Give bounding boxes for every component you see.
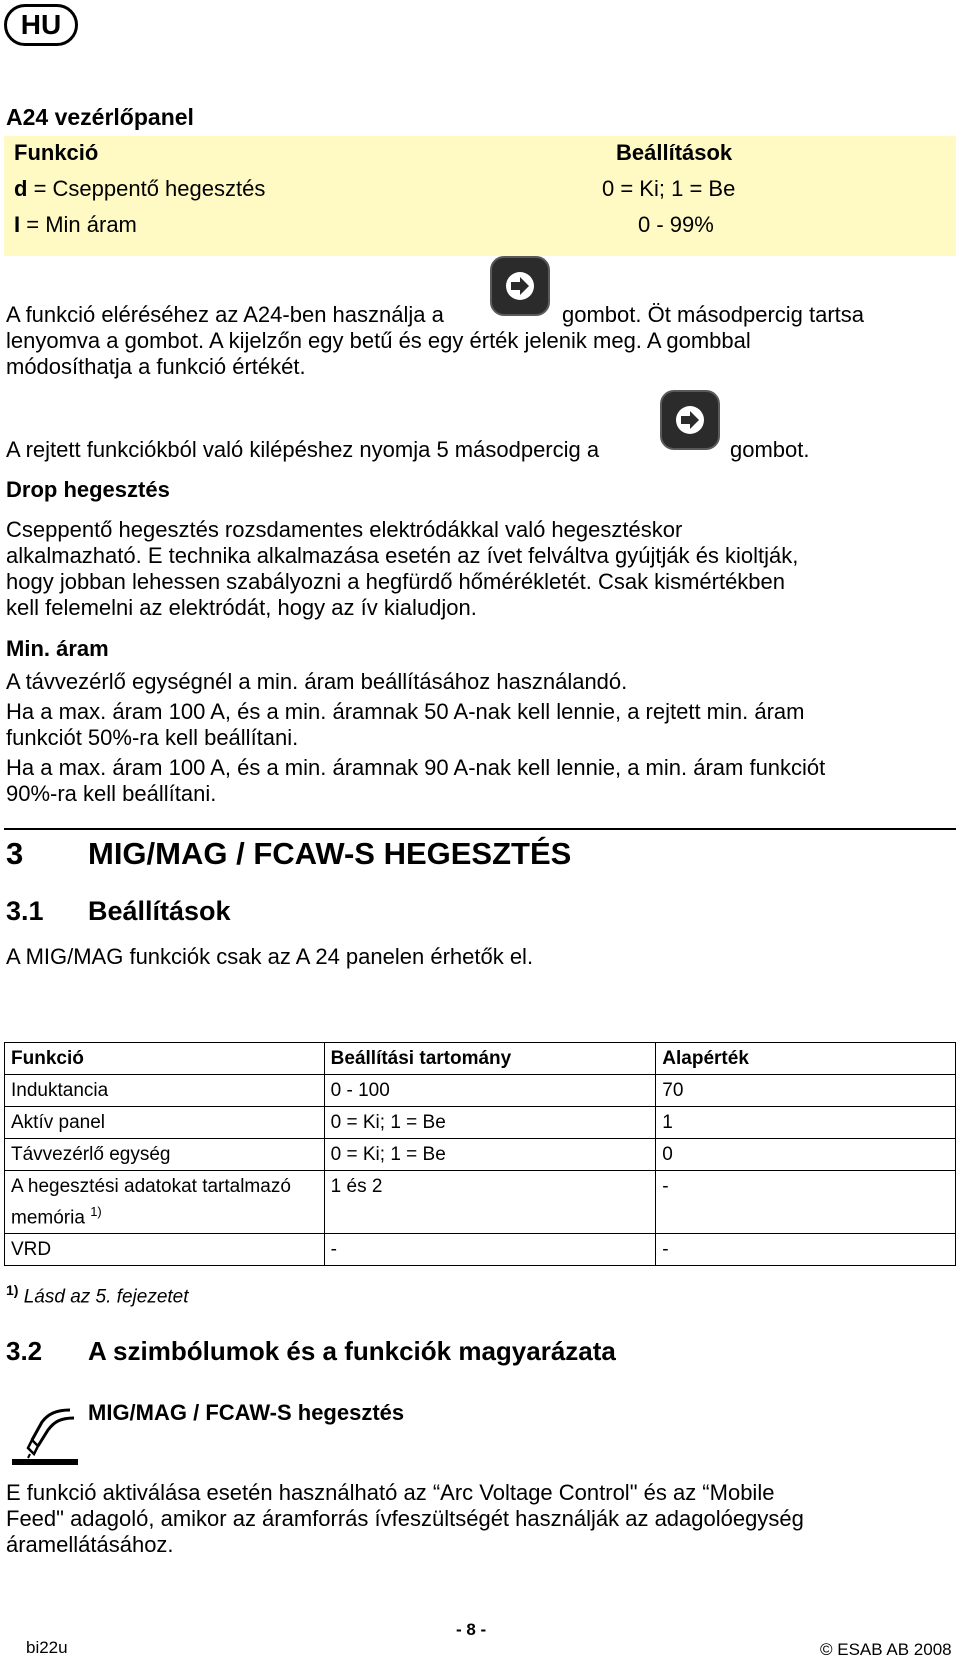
access-instruction-line3: módosíthatja a funkció értékét. — [6, 354, 306, 379]
min-current-text-line5: 90%-ra kell beállítani. — [6, 781, 217, 806]
table-cell: Aktív panel — [5, 1107, 325, 1139]
settings-row-min-current: I = Min áram — [14, 212, 137, 237]
drop-text-line3: hogy jobban lehessen szabályozni a hegfürdő hőmérékletét. Csak kismértékben — [6, 569, 786, 594]
section-divider — [4, 828, 956, 830]
table-header-range: Beállítási tartomány — [324, 1043, 656, 1075]
table-cell: 0 = Ki; 1 = Be — [324, 1107, 656, 1139]
table-header-row — [5, 1043, 956, 1075]
table-cell: Induktancia — [5, 1075, 325, 1107]
table-row — [5, 1075, 956, 1107]
settings-header-function: Funkció — [14, 140, 99, 165]
page-number: - 8 - — [456, 1620, 487, 1639]
table-cell: 1 és 2 — [324, 1171, 656, 1234]
section32-number: 3.2 — [6, 1336, 43, 1366]
mig-torch-icon — [8, 1404, 80, 1468]
min-current-text-line4: Ha a max. áram 100 A, és a min. áramnak 90 A-nak kell lennie, a min. áram funkciót — [6, 755, 826, 780]
exit-instruction-end: gombot. — [730, 437, 810, 462]
access-instruction-line1-end: gombot. Öt másodpercig tartsa — [562, 302, 865, 327]
section31-number: 3.1 — [6, 896, 44, 926]
table-cell: 1 — [656, 1107, 956, 1139]
exit-instruction: A rejtett funkciókból való kilépéshez nyomja 5 másodpercig a — [6, 437, 600, 462]
table-cell: Távvezérlő egység — [5, 1139, 325, 1171]
mig-text-line2: Feed" adagoló, amikor az áramforrás ívfeszültségét használják az adagolóegység — [6, 1506, 804, 1531]
table-header-default: Alapérték — [656, 1043, 956, 1075]
drop-text-line1: Cseppentő hegesztés rozsdamentes elektródákkal való hegesztéskor — [6, 517, 683, 542]
access-instruction-line1: A funkció eléréséhez az A24-ben használja a — [6, 302, 444, 327]
min-current-text-line2: Ha a max. áram 100 A, és a min. áramnak 50 A-nak kell lennie, a rejtett min. áram — [6, 699, 805, 724]
table-row — [5, 1107, 956, 1139]
arrow-button-icon — [490, 256, 550, 316]
section31-title: Beállítások — [88, 896, 231, 926]
table-cell: 0 = Ki; 1 = Be — [324, 1139, 656, 1171]
section31-text: A MIG/MAG funkciók csak az A 24 panelen érhetők el. — [6, 944, 534, 969]
settings-row-min-current-value: 0 - 99% — [638, 212, 714, 237]
table-cell: 0 - 100 — [324, 1075, 656, 1107]
arrow-button-icon — [660, 390, 720, 450]
table-cell: - — [656, 1171, 956, 1234]
drop-text-line2: alkalmazható. E technika alkalmazása esetén az ívet felváltva gyújtják és kioltják, — [6, 543, 799, 568]
footer-copyright: © ESAB AB 2008 — [820, 1640, 952, 1659]
section3-title: MIG/MAG / FCAW-S HEGESZTÉS — [88, 836, 572, 871]
table-cell: - — [324, 1234, 656, 1266]
table-cell-memory: A hegesztési adatokat tartalmazó memória $^{1)}$ — [5, 1171, 325, 1234]
table-cell: - — [656, 1234, 956, 1266]
section32-title: A szimbólumok és a funkciók magyarázata — [88, 1336, 616, 1366]
mig-text-line3: áramellátásához. — [6, 1532, 174, 1557]
settings-row-drop: d = Cseppentő hegesztés — [14, 176, 266, 201]
drop-heading: Drop hegesztés — [6, 477, 170, 502]
min-current-text-line1: A távvezérlő egységnél a min. áram beállításához használandó. — [6, 669, 628, 694]
table-row — [5, 1171, 956, 1234]
table-header-function: Funkció — [5, 1043, 325, 1075]
table-row — [5, 1234, 956, 1266]
section3-number: 3 — [6, 836, 24, 871]
mig-settings-table — [4, 1042, 956, 1266]
access-instruction-line2: lenyomva a gombot. A kijelzőn egy betű és egy érték jelenik meg. A gombbal — [6, 328, 751, 353]
panel-heading: A24 vezérlőpanel — [6, 104, 194, 130]
settings-header-settings: Beállítások — [616, 140, 733, 165]
drop-text-line4: kell felemelni az elektródát, hogy az ív kialudjon. — [6, 595, 477, 620]
table-footnote: $^{1)}$ Lásd az 5. fejezetet — [6, 1282, 189, 1308]
min-current-text-line3: funkciót 50%-ra kell beállítani. — [6, 725, 299, 750]
mig-text-line1: E funkció aktiválása esetén használható az “Arc Voltage Control" és az “Mobile — [6, 1480, 775, 1505]
footer-doc-code: bi22u — [26, 1638, 68, 1657]
table-cell: 70 — [656, 1075, 956, 1107]
mig-heading: MIG/MAG / FCAW-S hegesztés — [88, 1400, 405, 1425]
table-cell: 0 — [656, 1139, 956, 1171]
settings-row-drop-value: 0 = Ki; 1 = Be — [602, 176, 736, 201]
min-current-heading: Min. áram — [6, 636, 109, 661]
table-row — [5, 1139, 956, 1171]
table-cell: VRD — [5, 1234, 325, 1266]
settings-box — [4, 136, 956, 256]
language-badge: HU — [4, 4, 78, 46]
